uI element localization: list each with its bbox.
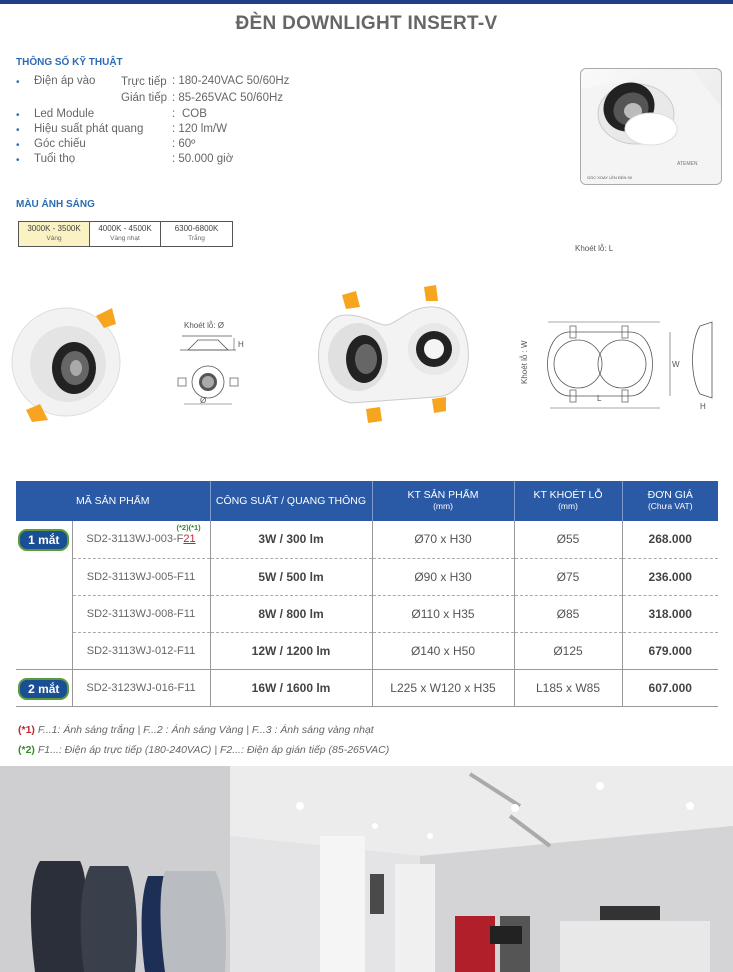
life-value: : 50.000 giờ bbox=[172, 153, 234, 165]
price-cell: 679.000 bbox=[622, 632, 718, 669]
power-cell: 12W / 1200 lm bbox=[210, 632, 372, 669]
light-color-box bbox=[18, 221, 233, 247]
note-1-mark: (*1) bbox=[18, 724, 35, 736]
header-code: MÃ SẢN PHẨM bbox=[16, 481, 210, 521]
code-cell: SD2-3113WJ-008-F11 bbox=[72, 595, 210, 632]
code-cell: (*2)(*1) SD2-3113WJ-003-F21 bbox=[72, 521, 210, 558]
cut-cell: Ø55 bbox=[514, 521, 622, 558]
price-table bbox=[16, 481, 718, 707]
light-option-warm bbox=[19, 222, 90, 246]
cutout-o-label: Khoét lỗ: Ø bbox=[184, 321, 225, 330]
light-name: Trắng bbox=[188, 235, 205, 242]
light-option-white bbox=[161, 222, 232, 246]
group-1-badge: 1 mắt bbox=[18, 529, 69, 551]
code-cell: SD2-3113WJ-012-F11 bbox=[72, 632, 210, 669]
table-row bbox=[16, 595, 718, 632]
note-2 bbox=[18, 744, 389, 756]
bullet: • bbox=[16, 110, 20, 121]
rotated-lamp-illustration bbox=[581, 69, 722, 185]
indirect-label: Gián tiếp bbox=[121, 92, 168, 104]
price-cell: 268.000 bbox=[622, 521, 718, 558]
note-mark: (*2)(*1) bbox=[176, 523, 201, 532]
angle-value: : 60º bbox=[172, 138, 196, 150]
double-dimension-diagram bbox=[540, 318, 720, 418]
efficiency-label: Hiệu suất phát quang bbox=[34, 123, 144, 135]
led-label: Led Module bbox=[34, 108, 95, 120]
light-option-neutral bbox=[90, 222, 161, 246]
price-cell: 318.000 bbox=[622, 595, 718, 632]
cut-cell: Ø75 bbox=[514, 558, 622, 595]
table-row bbox=[16, 632, 718, 669]
photo-brand: ATEMEN bbox=[677, 161, 698, 167]
header-cut: KT KHOÉT LỖ (mm) bbox=[514, 481, 622, 521]
direct-label: Trực tiếp bbox=[121, 76, 167, 88]
size-cell: L225 x W120 x H35 bbox=[372, 669, 514, 706]
light-range: 4000K - 4500K bbox=[98, 224, 152, 233]
specs-heading: THÔNG SỐ KỸ THUẬT bbox=[16, 57, 123, 68]
table-header bbox=[16, 481, 718, 521]
dim-phi-label: Ø bbox=[200, 396, 207, 405]
code-cell: SD2-3123WJ-016-F11 bbox=[72, 669, 210, 706]
indirect-value: : 85-265VAC 50/60Hz bbox=[172, 92, 284, 104]
led-colon: : bbox=[172, 108, 176, 120]
bullet: • bbox=[16, 155, 20, 166]
group-cell bbox=[16, 669, 72, 706]
price-cell: 236.000 bbox=[622, 558, 718, 595]
size-cell: Ø90 x H30 bbox=[372, 558, 514, 595]
code-cell: SD2-3113WJ-005-F11 bbox=[72, 558, 210, 595]
note-2-text: F1...: Điện áp trực tiếp (180-240VAC) | F2...: Điện áp gián tiếp (85-265VAC) bbox=[37, 744, 390, 756]
table-row bbox=[16, 669, 718, 706]
double-lamp-illustration bbox=[306, 285, 478, 425]
cut-cell: L185 x W85 bbox=[514, 669, 622, 706]
group-cell bbox=[16, 521, 72, 669]
angle-label: Góc chiếu bbox=[34, 138, 86, 150]
light-heading: MÀU ÁNH SÁNG bbox=[16, 199, 95, 210]
cut-cell: Ø85 bbox=[514, 595, 622, 632]
bullet: • bbox=[16, 140, 20, 151]
bullet: • bbox=[16, 77, 20, 88]
dim-l-label: L bbox=[597, 394, 602, 403]
size-cell: Ø110 x H35 bbox=[372, 595, 514, 632]
light-name: Vàng bbox=[46, 235, 62, 242]
size-cell: Ø70 x H30 bbox=[372, 521, 514, 558]
direct-value: : 180-240VAC 50/60Hz bbox=[172, 75, 290, 87]
dim-h2-label: H bbox=[700, 402, 706, 411]
store-interior-photo bbox=[0, 766, 733, 972]
top-bar bbox=[0, 0, 733, 4]
light-range: 6300-6800K bbox=[174, 224, 219, 233]
photo-caption: GÓC XOAY LÊN ĐẾN 90 bbox=[587, 175, 632, 180]
price-cell: 607.000 bbox=[622, 669, 718, 706]
led-value: COB bbox=[182, 108, 207, 120]
header-size: KT SẢN PHẨM (mm) bbox=[372, 481, 514, 521]
page-title: ĐÈN DOWNLIGHT INSERT-V bbox=[235, 13, 498, 34]
size-cell: Ø140 x H50 bbox=[372, 632, 514, 669]
voltage-label: Điện áp vào bbox=[34, 75, 96, 87]
cutout-w-label: Khoét lỗ : W bbox=[520, 340, 529, 384]
note-1 bbox=[18, 724, 374, 736]
cut-cell: Ø125 bbox=[514, 632, 622, 669]
header-power: CÔNG SUẤT / QUANG THÔNG bbox=[210, 481, 372, 521]
power-cell: 8W / 800 lm bbox=[210, 595, 372, 632]
efficiency-value: : 120 lm/W bbox=[172, 123, 227, 135]
power-cell: 16W / 1600 lm bbox=[210, 669, 372, 706]
dim-h-label: H bbox=[238, 340, 244, 349]
code-suffix: 21 bbox=[183, 533, 196, 546]
table-row bbox=[16, 558, 718, 595]
note-2-mark: (*2) bbox=[18, 744, 35, 756]
power-cell: 3W / 300 lm bbox=[210, 521, 372, 558]
table-row bbox=[16, 521, 718, 558]
single-lamp-illustration bbox=[8, 300, 128, 425]
bullet: • bbox=[16, 125, 20, 136]
light-name: Vàng nhạt bbox=[110, 235, 140, 242]
cutout-l-label: Khoét lỗ: L bbox=[575, 244, 614, 253]
dim-w-label: W bbox=[672, 360, 680, 369]
light-range: 3000K - 3500K bbox=[27, 224, 81, 233]
header-price: ĐƠN GIÁ (Chưa VAT) bbox=[622, 481, 718, 521]
power-cell: 5W / 500 lm bbox=[210, 558, 372, 595]
life-label: Tuổi thọ bbox=[34, 153, 76, 165]
product-photo bbox=[580, 68, 722, 185]
note-1-text: F...1: Ánh sáng trắng | F...2 : Ánh sáng Vàng | F...3 : Ánh sáng vàng nhạt bbox=[37, 724, 374, 736]
group-2-badge: 2 mắt bbox=[18, 678, 69, 700]
